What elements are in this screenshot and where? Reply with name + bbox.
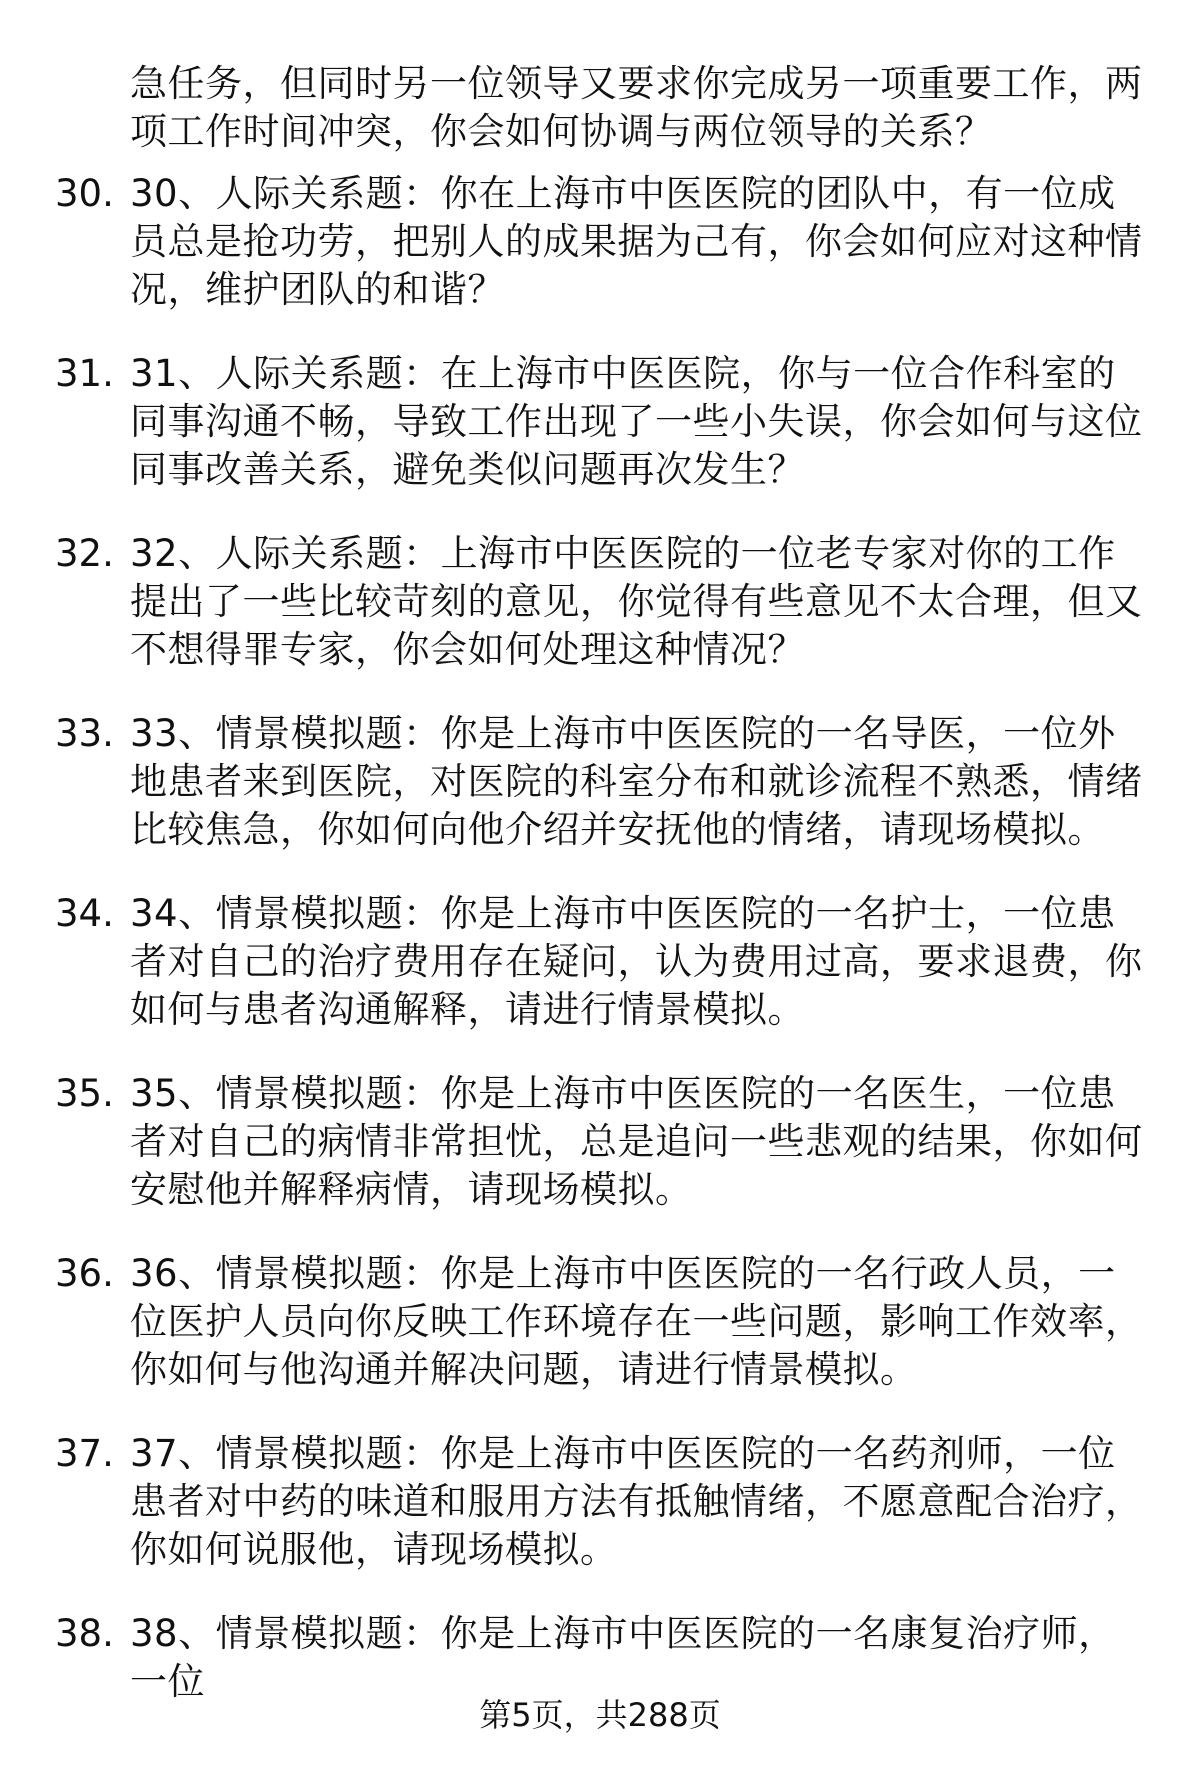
item-text: 34、情景模拟题：你是上海市中医医院的一名护士，一位患者对自己的治疗费用存在疑问，认为费用过高，要求退费，你如何与患者沟通解释，请进行情景模拟。: [130, 892, 1143, 1031]
list-item: [0, 1430, 1200, 1610]
item-text: 31、人际关系题：在上海市中医医院，你与一位合作科室的同事沟通不畅，导致工作出现了一些小失误，你会如何与这位同事改善关系，避免类似问题再次发生？: [130, 352, 1143, 491]
item-number: 31.: [55, 352, 114, 395]
item-number: 34.: [55, 892, 114, 935]
item-text: 36、情景模拟题：你是上海市中医医院的一名行政人员，一位医护人员向你反映工作环境存在一些问题，影响工作效率，你如何与他沟通并解决问题，请进行情景模拟。: [130, 1252, 1143, 1391]
list-item: [0, 1250, 1200, 1430]
item-text: 32、人际关系题：上海市中医医院的一位老专家对你的工作提出了一些比较苛刻的意见，你觉得有些意见不太合理，但又不想得罪专家，你会如何处理这种情况？: [130, 532, 1143, 671]
item-number: 37.: [55, 1432, 114, 1475]
list-item: [0, 1070, 1200, 1250]
list-item: [0, 350, 1200, 530]
item-number: 38.: [55, 1612, 114, 1655]
item-number: 32.: [55, 532, 114, 575]
continuation-text: 急任务，但同时另一位领导又要求你完成另一项重要工作，两项工作时间冲突，你会如何协调与两位领导的关系？: [130, 62, 1143, 153]
item-number: 36.: [55, 1252, 114, 1295]
page-footer: 第5页，共288页: [479, 1696, 721, 1734]
item-number: 33.: [55, 712, 114, 755]
item-number: 35.: [55, 1072, 114, 1115]
item-text: 38、情景模拟题：你是上海市中医医院的一名康复治疗师，一位: [130, 1612, 1116, 1703]
list-item: [0, 530, 1200, 710]
item-text: 33、情景模拟题：你是上海市中医医院的一名导医，一位外地患者来到医院，对医院的科室分布和就诊流程不熟悉，情绪比较焦急，你如何向他介绍并安抚他的情绪，请现场模拟。: [130, 712, 1143, 851]
item-text: 35、情景模拟题：你是上海市中医医院的一名医生，一位患者对自己的病情非常担忧，总是追问一些悲观的结果，你如何安慰他并解释病情，请现场模拟。: [130, 1072, 1143, 1211]
item-text: 37、情景模拟题：你是上海市中医医院的一名药剂师，一位患者对中药的味道和服用方法有抵触情绪，不愿意配合治疗，你如何说服他，请现场模拟。: [130, 1432, 1143, 1571]
item-text: 30、人际关系题：你在上海市中医医院的团队中，有一位成员总是抢功劳，把别人的成果据为己有，你会如何应对这种情况，维护团队的和谐？: [130, 172, 1143, 311]
list-item: [0, 170, 1200, 350]
list-item: [0, 890, 1200, 1070]
question-list: [0, 170, 1200, 1790]
list-item: [0, 710, 1200, 890]
item-number: 30.: [55, 172, 114, 215]
